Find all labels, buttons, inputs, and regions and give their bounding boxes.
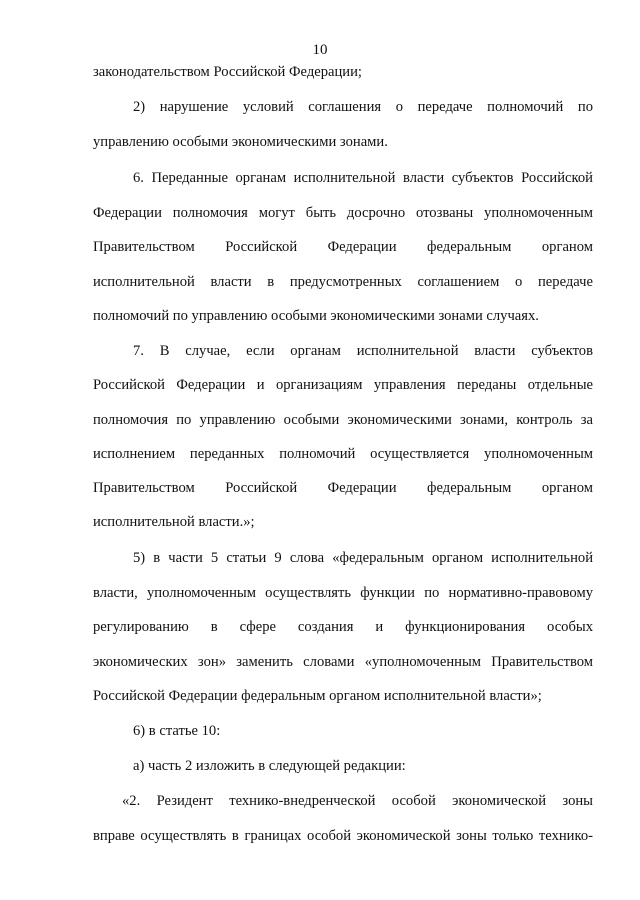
text-line: 6. Переданные органам исполнительной власти субъектов Российской: [133, 170, 593, 186]
text-line: Российской Федерации и организациям управления переданы отдельные: [93, 377, 593, 393]
text-line: экономических зон» заменить словами «уполномоченным Правительством: [93, 654, 593, 670]
text-line: 5) в части 5 статьи 9 слова «федеральным органом исполнительной: [133, 550, 593, 566]
text-line: исполнением переданных полномочий осуществляется уполномоченным: [93, 446, 593, 462]
text-line: исполнительной власти в предусмотренных соглашением о передаче: [93, 274, 593, 290]
text-line: исполнительной власти.»;: [93, 514, 255, 530]
text-line: Правительством Российской Федерации федеральным органом: [93, 480, 593, 496]
text-line: управлению особыми экономическими зонами.: [93, 134, 388, 150]
text-line: 6) в статье 10:: [133, 723, 221, 739]
text-line: 2) нарушение условий соглашения о передаче полномочий по: [133, 99, 593, 115]
text-line: «2. Резидент технико-внедренческой особой экономической зоны: [122, 793, 593, 809]
text-line: полномочия по управлению особыми экономическими зонами, контроль за: [93, 412, 593, 428]
text-line: Российской Федерации федеральным органом исполнительной власти»;: [93, 688, 542, 704]
text-line: полномочий по управлению особыми экономическими зонами случаях.: [93, 308, 539, 324]
text-line: регулированию в сфере создания и функционирования особых: [93, 619, 593, 635]
page-number: 10: [312, 42, 328, 58]
text-line: законодательством Российской Федерации;: [93, 64, 362, 80]
text-line: власти, уполномоченным осуществлять функции по нормативно-правовому: [93, 585, 593, 601]
text-line: а) часть 2 изложить в следующей редакции:: [133, 758, 406, 774]
text-line: 7. В случае, если органам исполнительной власти субъектов: [133, 343, 593, 359]
text-line: Федерации полномочия могут быть досрочно отозваны уполномоченным: [93, 205, 593, 221]
text-line: Правительством Российской Федерации федеральным органом: [93, 239, 593, 255]
text-line: вправе осуществлять в границах особой экономической зоны только технико-: [93, 828, 593, 844]
